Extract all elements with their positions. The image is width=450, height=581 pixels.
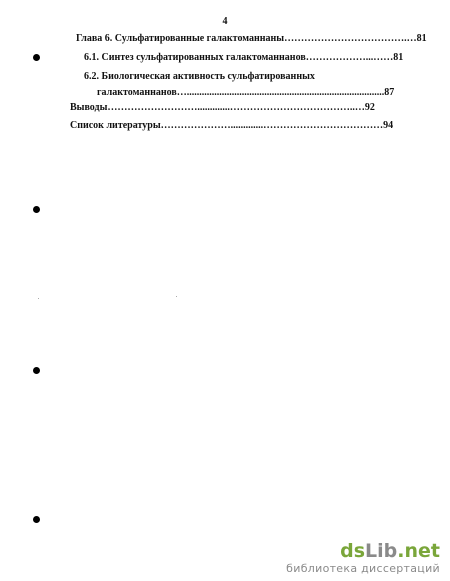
toc-entry-page: 92 (364, 102, 375, 113)
toc-entry-section-6-2 (84, 71, 315, 83)
toc-leader-dots: …............................................................................... (176, 87, 385, 98)
toc-leader-dots: ……………………….............………………………………..… (107, 102, 365, 113)
watermark-subtitle: библиотека диссертаций (286, 562, 440, 575)
binder-hole-mark (33, 206, 40, 213)
toc-entry-text: 6.2. Биологическая активность сульфатированных (84, 71, 315, 82)
toc-entry-section-6-2-continued (97, 87, 394, 99)
scan-speck (176, 296, 177, 297)
page-number: 4 (222, 16, 228, 27)
toc-entry-page: 81 (416, 33, 427, 44)
watermark-logo-part: Lib (365, 540, 398, 562)
toc-leader-dots: ……………………………….… (284, 33, 417, 44)
toc-entry-chapter-6 (76, 33, 427, 45)
binder-hole-mark (33, 367, 40, 374)
toc-entry-page: 81 (393, 52, 404, 63)
watermark-logo (286, 540, 440, 562)
toc-entry-text: Глава 6. Сульфатированные галактоманнаны (76, 33, 285, 44)
toc-entry-text: 6.1. Синтез сульфатированных галактоманнанов (84, 52, 306, 63)
watermark (286, 540, 440, 575)
toc-entry-text: Выводы (70, 102, 108, 113)
toc-entry-page: 87 (384, 87, 395, 98)
toc-leader-dots: ………………….............……………………………… (160, 120, 384, 131)
watermark-logo-part: ds (340, 540, 366, 562)
toc-entry-text: галактоманнанов (97, 87, 177, 98)
toc-entry-text: Список литературы (70, 120, 161, 131)
toc-entry-references (70, 120, 393, 132)
scan-speck (38, 298, 39, 299)
toc-leader-dots: ………………...…… (305, 52, 394, 63)
toc-entry-conclusions (70, 102, 375, 114)
toc-entry-page: 94 (383, 120, 394, 131)
binder-hole-mark (33, 54, 40, 61)
binder-hole-mark (33, 516, 40, 523)
toc-entry-section-6-1 (84, 52, 403, 64)
watermark-logo-part: .net (397, 540, 440, 562)
